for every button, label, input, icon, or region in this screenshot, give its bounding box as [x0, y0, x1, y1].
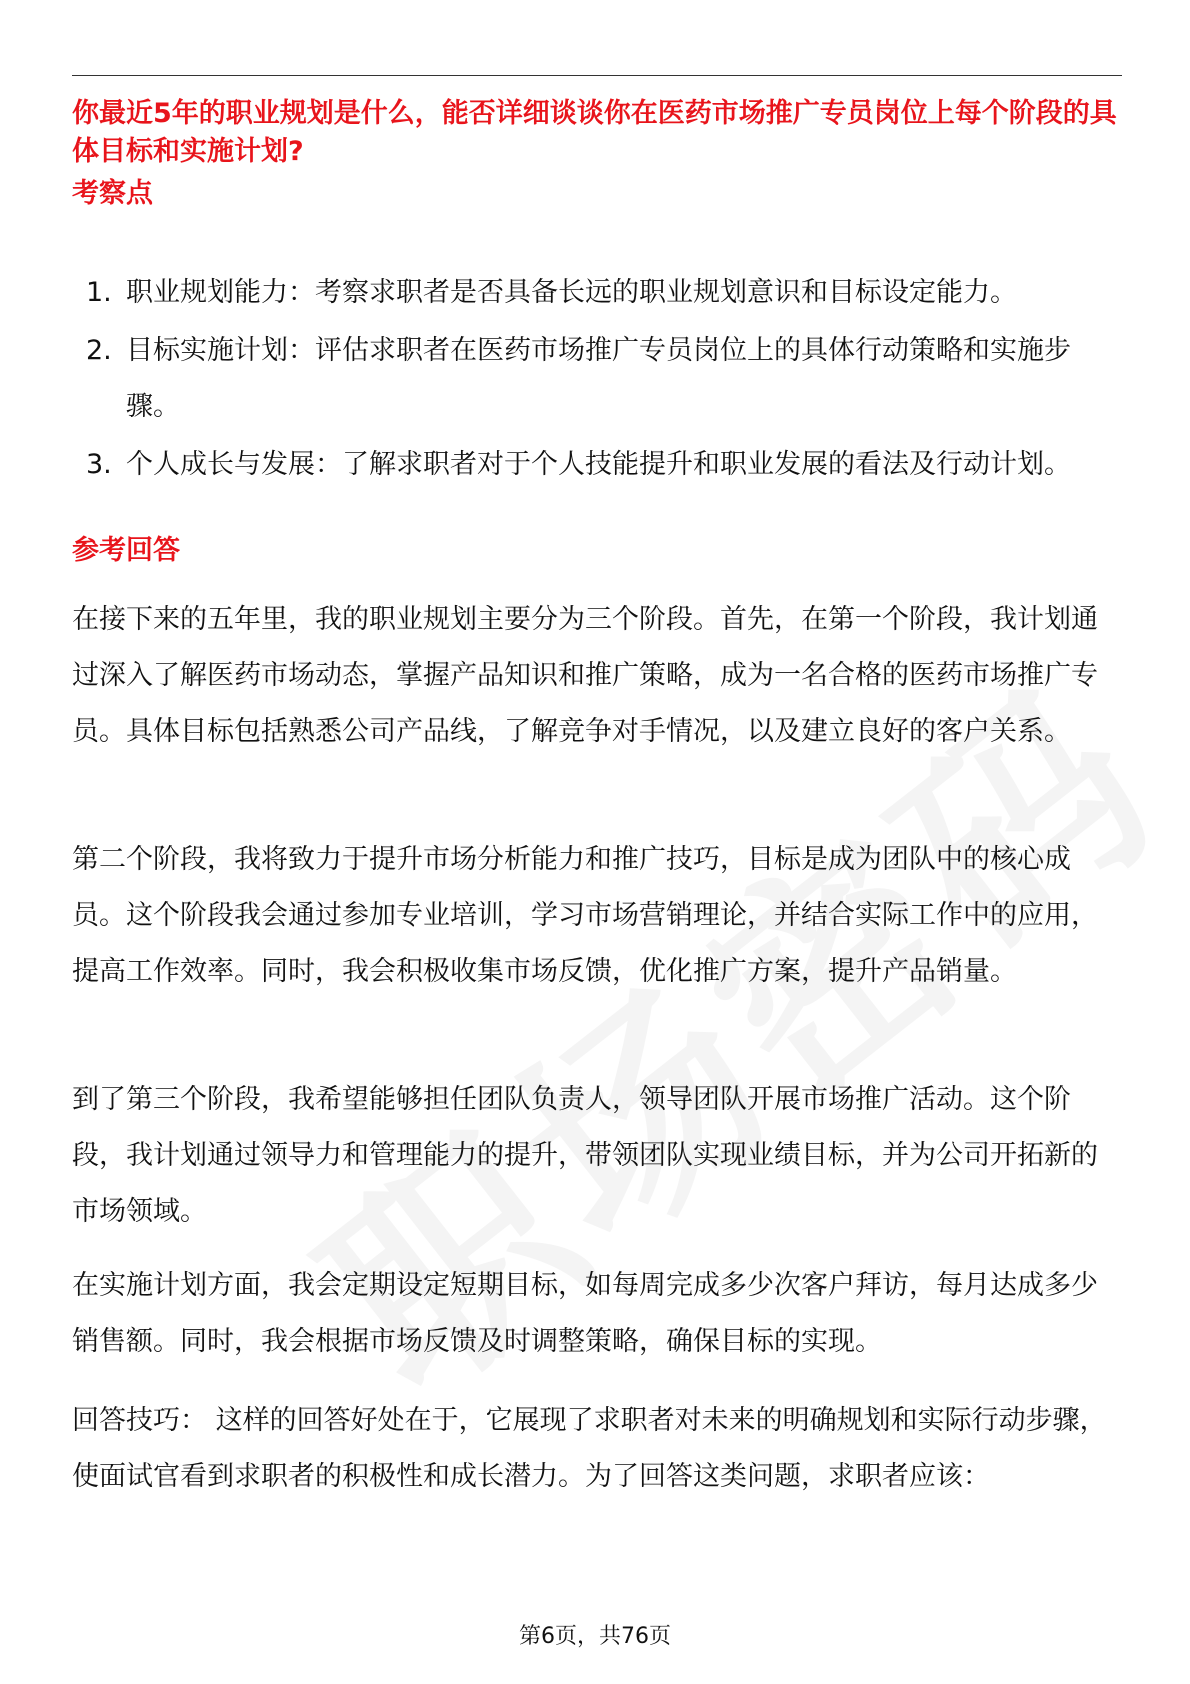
item-number: 2.: [86, 335, 112, 366]
assessment-item: [72, 323, 1122, 435]
page-footer: 第6页，共76页: [519, 1624, 671, 1649]
item-number: 1.: [86, 277, 112, 308]
assessment-item: [72, 265, 1122, 321]
item-number: 3.: [86, 449, 112, 480]
answer-paragraph-3: 到了第三个阶段，我希望能够担任团队负责人，领导团队开展市场推广活动。这个阶段，我计划通过领导力和管理能力的提升，带领团队实现业绩目标，并为公司开拓新的市场领域。: [72, 1084, 1098, 1227]
question-title: 你最近5年的职业规划是什么，能否详细谈谈你在医药市场推广专员岗位上每个阶段的具体目标和实施计划?: [72, 98, 1117, 167]
answer-paragraph-4: 在实施计划方面，我会定期设定短期目标，如每周完成多少次客户拜访，每月达成多少销售额。同时，我会根据市场反馈及时调整策略，确保目标的实现。: [72, 1270, 1098, 1357]
answer-heading: 参考回答: [72, 535, 180, 566]
item-text: 个人成长与发展：了解求职者对于个人技能提升和职业发展的看法及行动计划。: [126, 449, 1071, 480]
answer-tips-paragraph: 回答技巧： 这样的回答好处在于，它展现了求职者对未来的明确规划和实际行动步骤，使面试官看到求职者的积极性和成长潜力。为了回答这类问题，求职者应该：: [72, 1405, 1107, 1492]
assessment-item: [72, 437, 1122, 493]
answer-paragraph-1: 在接下来的五年里，我的职业规划主要分为三个阶段。首先，在第一个阶段，我计划通过深入了解医药市场动态，掌握产品知识和推广策略，成为一名合格的医药市场推广专员。具体目标包括熟悉公司产品线，了解竞争对手情况，以及建立良好的客户关系。: [72, 604, 1098, 747]
top-divider: [72, 75, 1122, 76]
item-text: 职业规划能力：考察求职者是否具备长远的职业规划意识和目标设定能力。: [126, 277, 1017, 308]
assessment-list: [72, 265, 1122, 495]
document-page: [72, 0, 1122, 1684]
item-text: 目标实施计划：评估求职者在医药市场推广专员岗位上的具体行动策略和实施步骤。: [126, 335, 1071, 422]
answer-paragraph-2: 第二个阶段，我将致力于提升市场分析能力和推广技巧，目标是成为团队中的核心成员。这个阶段我会通过参加专业培训，学习市场营销理论，并结合实际工作中的应用，提高工作效率。同时，我会积极收集市场反馈，优化推广方案，提升产品销量。: [72, 844, 1098, 987]
assessment-heading: 考察点: [72, 178, 153, 209]
